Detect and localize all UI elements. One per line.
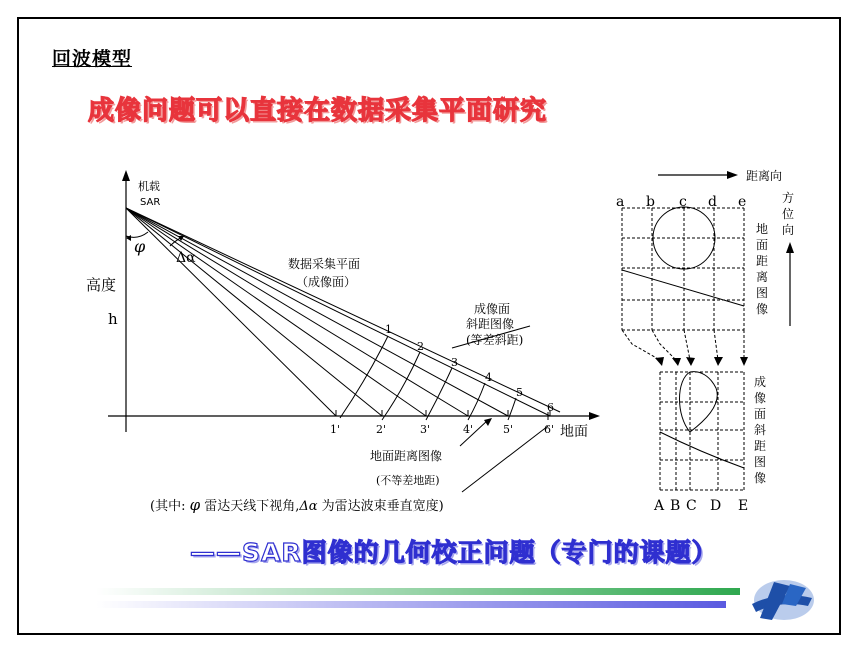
svg-text:C: C [686, 498, 697, 514]
svg-text:斜: 斜 [754, 423, 767, 437]
slant-point-1: 1 [385, 323, 392, 336]
svg-text:面: 面 [756, 238, 769, 252]
h-label: h [108, 310, 118, 328]
projection-lines [622, 330, 744, 360]
ground-point-4: 4' [463, 423, 474, 436]
svg-text:E: E [738, 498, 749, 514]
svg-text:c: c [679, 194, 687, 210]
svg-text:面: 面 [754, 407, 767, 421]
svg-text:d: d [708, 194, 717, 210]
ground-image-side-label [756, 221, 768, 316]
slide-headline: 成像问题可以直接在数据采集平面研究 [88, 96, 548, 126]
ground-label: 地面 [560, 424, 588, 440]
azimuth-label [782, 190, 794, 237]
slant-point-4: 4 [485, 371, 492, 384]
svg-text:像: 像 [756, 302, 769, 316]
caption-delta-alpha: Δα [299, 499, 318, 514]
svg-text:地: 地 [756, 222, 769, 236]
plane-label-note: （成像面） [296, 275, 357, 289]
sar-label: SAR [140, 197, 161, 208]
projection-arrowheads [655, 357, 748, 366]
delta-alpha-symbol: Δα [176, 250, 196, 266]
svg-text:距: 距 [754, 439, 767, 453]
footer-bar-blue [96, 601, 726, 608]
slide-title: 回波模型 [52, 48, 133, 70]
bottom-column-labels [653, 498, 748, 514]
range-direction-label: 距离向 [746, 169, 783, 183]
svg-text:A: A [654, 498, 665, 514]
phi-symbol: φ [134, 237, 146, 256]
caption-phi: φ [189, 496, 201, 514]
caption-mid: 雷达天线下视角, [200, 499, 300, 514]
slide-subtitle: ——SAR图像的几何校正问题（专门的课题） [190, 538, 718, 567]
svg-text:D: D [710, 498, 722, 514]
slant-point-2: 2 [417, 340, 424, 353]
caption-suffix: 为雷达波束垂直宽度) [317, 499, 444, 514]
height-label: 高度 [86, 276, 117, 294]
ground-point-6: 6' [544, 423, 555, 436]
svg-text:离: 离 [756, 270, 769, 284]
platform-label: 机载 [138, 180, 160, 193]
svg-text:图: 图 [756, 286, 769, 300]
svg-text:a: a [616, 194, 625, 210]
slant-image-side-label [754, 374, 766, 485]
ground-ticks [336, 410, 550, 416]
slant-image-label-2: 斜距图像 [466, 317, 515, 331]
slant-point-5: 5 [516, 386, 523, 399]
ground-image-note: (不等差地距) [376, 474, 440, 487]
svg-text:向: 向 [782, 223, 795, 237]
top-column-labels [616, 194, 746, 210]
height-axis-arrow [122, 170, 130, 181]
svg-text:方: 方 [782, 191, 795, 205]
svg-text:位: 位 [782, 207, 795, 221]
svg-text:像: 像 [754, 471, 767, 485]
ground-point-3: 3' [420, 423, 431, 436]
svg-text:b: b [646, 194, 655, 210]
ground-line-target [622, 270, 744, 306]
slant-point-3: 3 [451, 356, 458, 369]
plane-label: 数据采集平面 [288, 257, 361, 271]
ground-point-2: 2' [376, 423, 387, 436]
caption-prefix: (其中: [150, 499, 190, 514]
ground-image-label: 地面距离图像 [370, 449, 443, 463]
ground-point-1: 1' [330, 423, 341, 436]
svg-text:e: e [738, 194, 747, 210]
slant-point-6: 6 [547, 401, 554, 414]
ground-point-5: 5' [503, 423, 514, 436]
svg-text:像: 像 [754, 391, 767, 405]
slant-image-label-1: 成像面 [474, 302, 511, 316]
university-logo [752, 580, 814, 620]
ground-axis-arrow [589, 412, 600, 420]
footer-bar-green [96, 588, 740, 595]
slant-range-grid [660, 372, 744, 490]
svg-text:图: 图 [754, 455, 767, 469]
svg-text:距: 距 [756, 254, 769, 268]
slant-image-label-3: (等差斜距) [466, 333, 524, 347]
slant-line-target [660, 432, 744, 468]
svg-text:成: 成 [754, 375, 767, 389]
svg-text:B: B [670, 498, 681, 514]
caption [150, 496, 444, 514]
